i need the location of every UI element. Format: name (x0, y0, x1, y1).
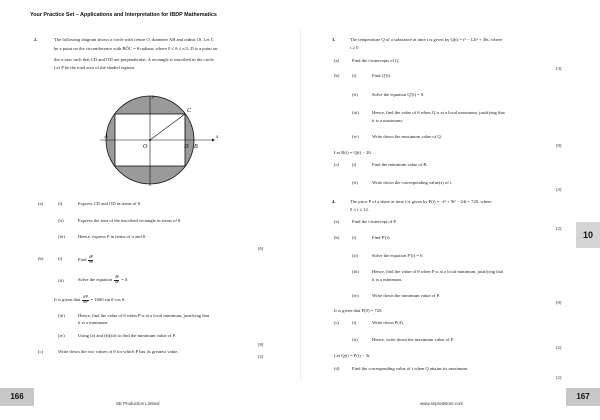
q3-part-b-label: (b) (334, 73, 340, 78)
q4-d-text: Find the corresponding value of t when Q attains its maximum. (352, 366, 469, 371)
label-b: B (194, 144, 198, 150)
q2-number: 2. (34, 37, 38, 42)
q2-b-ii-prefix: Solve the equation (78, 277, 113, 283)
q4-c-marks: [2] (556, 345, 562, 350)
q3-b-iii-text-1: Hence, find the value of θ when Q is at a local maximum, justifying that (372, 110, 505, 115)
q2-given-fraction (82, 296, 88, 305)
q2-b-iv-text: Using (a) and (b)(iii) to find the minimum value of P. (78, 333, 176, 338)
q4-c-i-num: (i) (352, 320, 357, 325)
q2-a-i-num: (i) (58, 201, 63, 206)
q3-part-a-label: (a) (334, 58, 340, 63)
q4-part-b-label: (b) (334, 235, 340, 240)
q3-a-text: Find the t-intercepts of Q. (352, 58, 400, 63)
q2-b-ii-fraction (114, 276, 119, 285)
q2-given-prefix: It is given that (54, 297, 81, 303)
q2-stem-line-4: Let P be the total area of the shaded regions. (54, 65, 136, 70)
q3-b-iv-text: Write down the maximum value of Q. (372, 134, 442, 139)
q4-part-d-label: (d) (334, 366, 340, 371)
q4-a-marks: [2] (556, 226, 562, 231)
q3-stem-line-2: t ≥ 0 (350, 45, 359, 50)
q4-c-ii-num: (ii) (352, 337, 358, 342)
q4-stem-line-2: 0 ≤ t ≤ 12. (350, 207, 369, 212)
q3-b-marks: [8] (556, 143, 562, 148)
q4-part-c-label: (c) (334, 320, 340, 325)
q2-b-i-line (78, 256, 93, 265)
label-d: D (184, 144, 189, 150)
q2-a-iii-text: Hence, express P in terms of π and θ. (78, 234, 147, 239)
q4-b-iv-num: (iv) (352, 293, 359, 298)
q4-b-i-text: Find P′(t). (372, 235, 391, 240)
q2-part-a-label: (a) (38, 201, 44, 206)
q2-a-i-text: Express CD and OD in terms of θ. (78, 201, 142, 206)
q3-b-iv-num: (iv) (352, 134, 359, 139)
q2-b-ii-frac-top: dP (114, 275, 119, 279)
q2-b-i-prefix: Find (78, 257, 87, 263)
q2-part-b-label: (b) (38, 256, 44, 261)
q3-b-i-num: (i) (352, 73, 357, 78)
q3-let-r: Let R(t) = Q(t) − 20. (334, 150, 372, 155)
q3-b-ii-num: (ii) (352, 92, 358, 97)
label-a: A (104, 134, 108, 140)
q3-part-c-label: (c) (334, 162, 340, 167)
q2-given-frac-top: d²P (82, 295, 89, 299)
q2-b-marks: [8] (258, 342, 264, 347)
q2-b-i-num: (i) (58, 256, 63, 261)
q4-c-i-text: Write down P(4). (372, 320, 404, 325)
footer-publisher: SE Production Limited (116, 401, 160, 406)
q4-b-marks: [8] (556, 300, 562, 305)
q3-b-iii-num: (iii) (352, 110, 359, 115)
q2-b-ii-suffix: = 0. (121, 277, 129, 283)
q3-c-ii-num: (ii) (352, 180, 358, 185)
page-header-title: Your Practice Set – Applications and Interpretation for IBDP Mathematics (30, 12, 217, 18)
q2-b-i-frac-top: dP (88, 255, 93, 259)
q4-given: It is given that P(0) = 720. (334, 308, 383, 313)
q4-b-i-num: (i) (352, 235, 357, 240)
q3-b-i-text: Find Q′(t). (372, 73, 392, 78)
left-page-number: 166 (0, 388, 34, 406)
q2-stem-line-2: be a point on the circumference with BÔC = θ radians, where 0 ≤ θ ≤ π/2. D is a point on (54, 46, 218, 51)
q4-b-ii-text: Solve the equation P′(t) = 0. (372, 253, 424, 258)
q4-b-iii-text-2: it is a minimum. (372, 277, 403, 282)
q2-given-line (54, 296, 125, 305)
q2-b-i-fraction (88, 256, 93, 265)
q3-b-iii-text-2: it is a maximum. (372, 118, 403, 123)
q4-number: 4. (332, 199, 336, 204)
q2-a-ii-num: (ii) (58, 218, 64, 223)
footer-website: www.seprodstore.com (420, 401, 464, 406)
q2-b-iii-text-2: it is a minimum. (78, 320, 109, 325)
q4-stem-line-1: The price P of a share at time t is given by P(t) = −t³ + 9t² − 24t + 720, where (350, 199, 492, 204)
label-c: C (187, 108, 192, 114)
q4-b-iii-text-1: Hence, find the value of θ when P is at a local minimum, justifying that (372, 269, 504, 274)
q2-stem-line-1: The following diagram shows a circle with centre O, diameter AB and radius 10. Let C (54, 37, 214, 42)
q2-b-iv-num: (iv) (58, 333, 65, 338)
q4-let-q: Let Q(t) = P(t) − 3t. (334, 353, 371, 358)
q3-c-marks: [3] (556, 187, 562, 192)
q2-a-marks: [6] (258, 246, 264, 251)
q2-part-c-label: (c) (38, 349, 44, 354)
label-x: x (216, 135, 219, 140)
q2-c-text: Write down the two values of θ for which P has its greatest value. (58, 349, 179, 354)
q4-b-iii-num: (iii) (352, 269, 359, 274)
circle-rectangle-diagram (100, 92, 220, 188)
q4-a-text: Find the t-intercept of P. (352, 219, 397, 224)
q3-c-ii-text: Write down the corresponding value(s) of t. (372, 180, 453, 185)
q3-b-ii-text: Solve the equation Q′(t) = 0. (372, 92, 425, 97)
q2-given-suffix: = 1600 sin θ cos θ. (90, 297, 126, 303)
q2-given-frac-bot: dθ² (83, 299, 88, 304)
q2-a-iii-num: (iii) (58, 234, 65, 239)
label-o: O (143, 144, 148, 150)
q2-b-ii-line (78, 276, 128, 285)
q2-b-iii-num: (iii) (58, 313, 65, 318)
q3-stem-line-1: The temperature Q of a substance at time t is given by Q(t) = t³ − 12t² + 36t, where (350, 37, 503, 42)
q4-b-ii-num: (ii) (352, 253, 358, 258)
q3-number: 3. (332, 37, 336, 42)
q4-b-iv-text: Write down the minimum value of P. (372, 293, 440, 298)
q2-b-iii-text-1: Hence, find the value of θ when P is at a local minimum, justifying that (78, 313, 210, 318)
q2-c-marks: [2] (258, 354, 264, 359)
q3-c-i-num: (i) (352, 162, 357, 167)
right-page-number: 167 (566, 388, 600, 406)
x-axis-arrow (212, 139, 215, 142)
q4-c-ii-text: Hence, write down the maximum value of P. (372, 337, 454, 342)
q3-a-marks: [3] (556, 66, 562, 71)
q2-a-ii-text: Express the area of the inscribed rectangle in terms of θ. (78, 218, 182, 223)
q2-b-ii-num: (ii) (58, 278, 64, 283)
centre-point-o (149, 139, 151, 141)
chapter-side-tab: 10 (576, 222, 600, 248)
q2-b-i-frac-bot: dθ (89, 259, 93, 264)
q4-d-marks: [2] (556, 375, 562, 380)
label-y: y (152, 95, 155, 100)
q2-b-ii-frac-bot: dθ (114, 279, 119, 284)
q2-stem-line-3: the x-axis such that CD and OD are perpendicular. A rectangle is inscribed in the circle. (54, 57, 215, 62)
q3-c-i-text: Find the minimum value of R. (372, 162, 428, 167)
page-gutter-divider (300, 30, 301, 380)
q4-part-a-label: (a) (334, 219, 340, 224)
